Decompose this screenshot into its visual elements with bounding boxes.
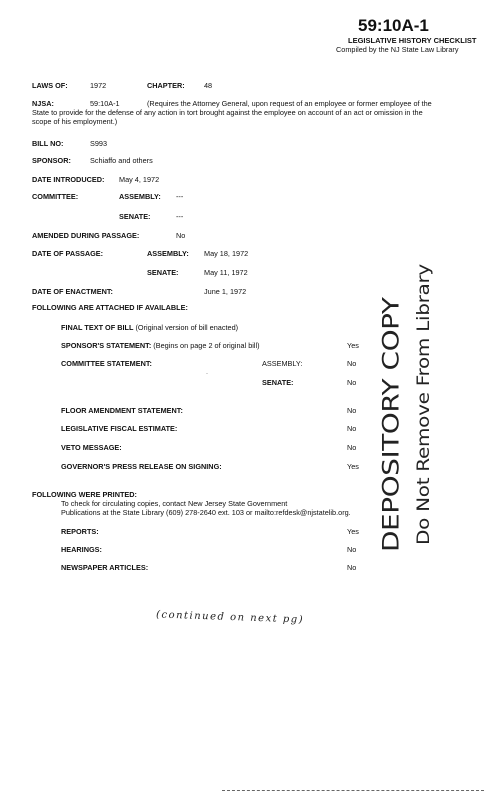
amended-label: AMENDED DURING PASSAGE: (32, 231, 140, 240)
date-of-passage-label: DATE OF PASSAGE: (32, 249, 104, 258)
final-text-note: (Original version of bill enacted) (135, 323, 239, 332)
date-introduced-label: DATE INTRODUCED: (32, 175, 105, 184)
committee-statement-assembly-label: ASSEMBLY: (262, 359, 303, 368)
sponsor-label: SPONSOR: (32, 156, 71, 165)
veto-message-label: VETO MESSAGE: (61, 443, 122, 452)
passage-assembly-value: May 18, 1972 (204, 249, 249, 258)
newspaper-label: NEWSPAPER ARTICLES: (61, 563, 149, 572)
sponsor-statement-label: SPONSOR'S STATEMENT: (61, 341, 152, 350)
sponsor-value: Schiaffo and others (90, 156, 153, 165)
committee-statement-assembly-value: No (347, 359, 357, 368)
njsa-description-line2: State to provide for the defense of any action in tort brought against the employee on account of an act or omission in the (32, 108, 423, 117)
committee-statement-senate-label: SENATE: (262, 378, 294, 387)
laws-value: 1972 (90, 81, 107, 90)
committee-label: COMMITTEE: (32, 192, 79, 201)
stray-mark: · (206, 371, 208, 377)
footer-dashed-line (222, 790, 484, 791)
attached-heading: FOLLOWING ARE ATTACHED IF AVAILABLE: (32, 303, 188, 312)
date-of-enactment-label: DATE OF ENACTMENT: (32, 287, 113, 296)
laws-label: LAWS OF: (32, 81, 68, 90)
committee-senate-value: --- (176, 212, 184, 221)
chapter-value: 48 (204, 81, 213, 90)
depository-stamp-line2: Do Not Remove From Library (413, 264, 434, 545)
committee-assembly-value: --- (176, 192, 184, 201)
bill-value: S993 (90, 139, 108, 148)
final-text-label: FINAL TEXT OF BILL (61, 323, 134, 332)
press-release-label: GOVERNOR'S PRESS RELEASE ON SIGNING: (61, 462, 222, 471)
sponsor-statement-value: Yes (347, 341, 359, 350)
passage-assembly-label: ASSEMBLY: (147, 249, 189, 258)
floor-amendment-label: FLOOR AMENDMENT STATEMENT: (61, 406, 183, 415)
bill-label: BILL NO: (32, 139, 64, 148)
veto-message-value: No (347, 443, 357, 452)
njsa-value: 59:10A-1 (90, 99, 120, 108)
passage-senate-label: SENATE: (147, 268, 179, 277)
njsa-label: NJSA: (32, 99, 54, 108)
reports-value: Yes (347, 527, 359, 536)
njsa-description-line1: (Requires the Attorney General, upon request of an employee or former employee of the (147, 99, 432, 108)
newspaper-value: No (347, 563, 357, 572)
chapter-label: CHAPTER: (147, 81, 185, 90)
fiscal-estimate-label: LEGISLATIVE FISCAL ESTIMATE: (61, 424, 178, 433)
printed-note-line1: To check for circulating copies, contact New Jersey State Government (61, 499, 288, 508)
printed-heading: FOLLOWING WERE PRINTED: (32, 490, 137, 499)
njsa-description-line3: scope of his employment.) (32, 117, 118, 126)
checklist-subtitle: LEGISLATIVE HISTORY CHECKLIST (348, 36, 477, 45)
floor-amendment-value: No (347, 406, 357, 415)
committee-statement-senate-value: No (347, 378, 357, 387)
committee-statement-label: COMMITTEE STATEMENT: (61, 359, 152, 368)
hearings-value: No (347, 545, 357, 554)
sponsor-statement-note: (Begins on page 2 of original bill) (153, 341, 260, 350)
committee-senate-label: SENATE: (119, 212, 151, 221)
sponsor-statement-row (61, 341, 260, 350)
final-text-row (61, 323, 238, 332)
reports-label: REPORTS: (61, 527, 99, 536)
passage-senate-value: May 11, 1972 (204, 268, 248, 277)
amended-value: No (176, 231, 186, 240)
press-release-value: Yes (347, 462, 359, 471)
fiscal-estimate-value: No (347, 424, 357, 433)
date-of-enactment-value: June 1, 1972 (204, 287, 247, 296)
date-introduced-value: May 4, 1972 (119, 175, 160, 184)
compiled-by: Compiled by the NJ State Law Library (336, 45, 459, 54)
hearings-label: HEARINGS: (61, 545, 102, 554)
depository-stamp-line1: DEPOSITORY COPY (378, 297, 404, 552)
document-title: 59:10A-1 (358, 16, 429, 35)
committee-assembly-label: ASSEMBLY: (119, 192, 161, 201)
printed-note-line2: Publications at the State Library (609) 278-2640 ext. 103 or mailto:refdesk@njstatelib.org. (61, 508, 351, 517)
handwritten-note: (continued on next pg) (155, 609, 305, 626)
